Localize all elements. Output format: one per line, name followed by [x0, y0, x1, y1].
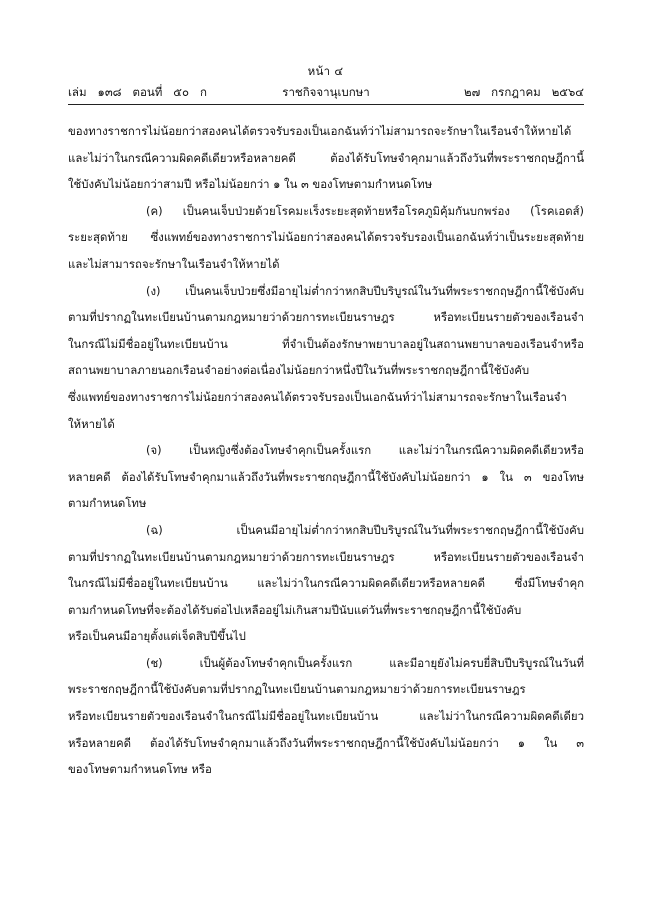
paragraph-continuation: [68, 118, 584, 198]
paragraph-item-kho: [68, 198, 584, 278]
text-line: (ค) เป็นคนเจ็บป่วยด้วยโรคมะเร็งระยะสุดท้ายหรือโรคภูมิคุ้มกันบกพร่อง (โรคเอดส์): [146, 203, 584, 218]
paragraph-item-sho: [68, 650, 584, 783]
paragraph-item-ngo: [68, 278, 584, 438]
text-line: (ช) เป็นผู้ต้องโทษจำคุกเป็นครั้งแรก และมีอายุยังไม่ครบยี่สิบปีบริบูรณ์ในวันที่: [146, 655, 584, 670]
text-line: หรือเป็นคนมีอายุตั้งแต่เจ็ดสิบปีขึ้นไป: [68, 629, 246, 644]
text-line: ของทางราชการไม่น้อยกว่าสองคนได้ตรวจรับรองเป็นเอกฉันท์ว่าไม่สามารถจะรักษาในเรือนจำให้หายได้: [68, 124, 572, 138]
text-line: และไม่ว่าในกรณีความผิดคดีเดียวหรือหลายคดี ต้องได้รับโทษจำคุกมาแล้วถึงวันที่พระราชกฤษฎีกานี้: [68, 150, 584, 165]
text-line: หลายคดี ต้องได้รับโทษจำคุกมาแล้วถึงวันที่พระราชกฤษฎีกานี้ใช้บังคับไม่น้อยกว่า ๑ ใน ๓ ของโทษ: [68, 469, 584, 484]
gazette-name: ราชกิจจานุเบกษา: [282, 85, 370, 99]
text-line: ซึ่งแพทย์ของทางราชการไม่น้อยกว่าสองคนได้ตรวจรับรองเป็นเอกฉันท์ว่าไม่สามารถจะรักษาในเรือนจำ: [68, 389, 567, 404]
paragraph-item-chho: [68, 517, 584, 650]
volume-issue: เล่ม ๑๓๘ ตอนที่ ๕๐ ก: [68, 85, 207, 99]
text-line: ในกรณีไม่มีชื่ออยู่ในทะเบียนบ้าน ที่จำเป็นต้องรักษาพยาบาลอยู่ในสถานพยาบาลของเรือนจำหรือ: [68, 336, 584, 351]
text-line: (จ) เป็นหญิงซึ่งต้องโทษจำคุกเป็นครั้งแรก และไม่ว่าในกรณีความผิดคดีเดียวหรือ: [146, 443, 584, 458]
text-line: และไม่สามารถจะรักษาในเรือนจำให้หายได้: [68, 256, 280, 271]
text-line: ตามกำหนดโทษ: [68, 496, 147, 511]
text-line: หรือหลายคดี ต้องได้รับโทษจำคุกมาแล้วถึงวันที่พระราชกฤษฎีกานี้ใช้บังคับไม่น้อยกว่า ๑ ใน ๓: [68, 735, 584, 750]
text-line: ตามที่ปรากฏในทะเบียนบ้านตามกฎหมายว่าด้วยการทะเบียนราษฎร หรือทะเบียนรายตัวของเรือนจำ: [68, 549, 584, 564]
text-line: พระราชกฤษฎีกานี้ใช้บังคับตามที่ปรากฏในทะเบียนบ้านตามกฎหมายว่าด้วยการทะเบียนราษฎร: [68, 682, 526, 697]
text-line: (ฉ) เป็นคนมีอายุไม่ต่ำกว่าหกสิบปีบริบูรณ์ในวันที่พระราชกฤษฎีกานี้ใช้บังคับ: [146, 522, 584, 537]
gazette-header: [68, 84, 584, 106]
text-line: สถานพยาบาลภายนอกเรือนจำอย่างต่อเนื่องไม่น้อยกว่าหนึ่งปีในวันที่พระราชกฤษฎีกานี้ใช้บังคับ: [68, 363, 530, 378]
text-line: ตามกำหนดโทษที่จะต้องได้รับต่อไปเหลืออยู่ไม่เกินสามปีนับแต่วันที่พระราชกฤษฎีกานี้ใช้บังคับ: [68, 602, 522, 617]
text-line: ตามที่ปรากฏในทะเบียนบ้านตามกฎหมายว่าด้วยการทะเบียนราษฎร หรือทะเบียนรายตัวของเรือนจำ: [68, 310, 584, 325]
text-line: ใช้บังคับไม่น้อยกว่าสามปี หรือไม่น้อยกว่า ๑ ใน ๓ ของโทษตามกำหนดโทษ: [68, 177, 433, 192]
page-number: หน้า ๔: [307, 64, 344, 78]
text-line: ระยะสุดท้าย ซึ่งแพทย์ของทางราชการไม่น้อยกว่าสองคนได้ตรวจรับรองเป็นเอกฉันท์ว่าเป็นระยะสุดท้าย: [68, 230, 584, 245]
paragraph-item-cho: [68, 437, 584, 517]
text-line: ให้หายได้: [68, 416, 115, 431]
body-text: [68, 118, 584, 783]
text-line: ในกรณีไม่มีชื่ออยู่ในทะเบียนบ้าน และไม่ว่าในกรณีความผิดคดีเดียวหรือหลายคดี ซึ่งมีโทษจำคุก: [68, 576, 584, 591]
text-line: หรือทะเบียนรายตัวของเรือนจำในกรณีไม่มีชื่ออยู่ในทะเบียนบ้าน และไม่ว่าในกรณีความผิดคดีเดียว: [68, 709, 584, 724]
text-line: (ง) เป็นคนเจ็บป่วยซึ่งมีอายุไม่ต่ำกว่าหกสิบปีบริบูรณ์ในวันที่พระราชกฤษฎีกานี้ใช้บังคับ: [146, 283, 584, 298]
header-divider: [68, 104, 584, 105]
publication-date: ๒๗ กรกฎาคม ๒๕๖๔: [463, 85, 584, 99]
text-line: ของโทษตามกำหนดโทษ หรือ: [68, 762, 212, 777]
